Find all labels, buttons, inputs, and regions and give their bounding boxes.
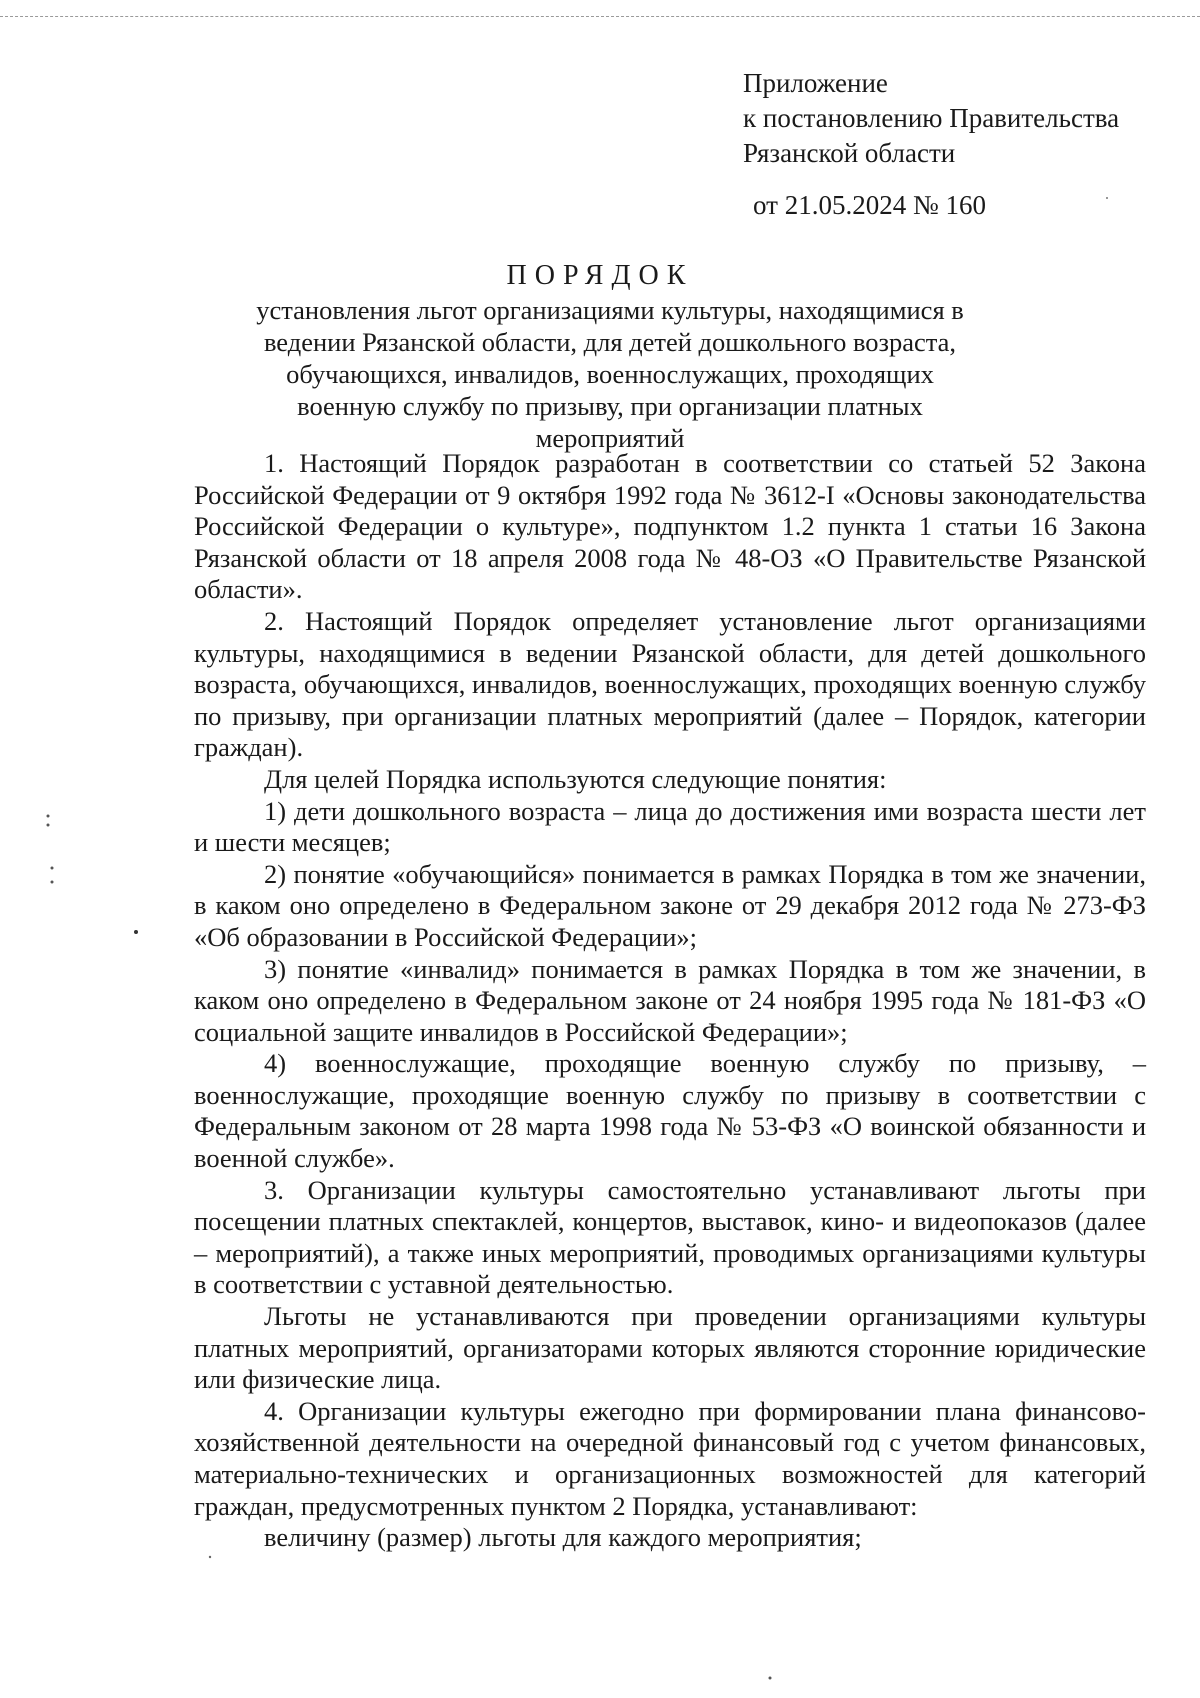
annex-line-1: Приложение	[743, 68, 888, 98]
document-subtitle: установления льгот организациями культуры, находящимися в ведении Рязанской области, для детей дошкольного возраста, обучающихся, инвалидов, военнослужащих, проходящих военную службу по призыву, при организации платных мероприятий	[256, 295, 964, 453]
annex-line-2: к постановлению Правительства	[743, 103, 1120, 133]
paragraph-4: 4. Организации культуры ежегодно при формировании плана финансово-хозяйственной деятельности на очередной финансовый год с учетом финансовых, материально-технических и организационных возможностей для категорий граждан, предусмотренных пунктом 2 Порядка, устанавливают:	[194, 1395, 1146, 1521]
definition-item-3: 3) понятие «инвалид» понимается в рамках Порядка в том же значении, в каком оно определено в Федеральном законе от 24 ноября 1995 года № 181-ФЗ «О социальной защите инвалидов в Российской Федерации»;	[194, 953, 1146, 1047]
document-title: ПОРЯДОК	[506, 260, 694, 291]
definition-item-2: 2) понятие «обучающийся» понимается в рамках Порядка в том же значении, в каком оно определено в Федеральном законе от 29 декабря 2012 года № 273-ФЗ «Об образовании в Российской Федерации»;	[194, 858, 1146, 952]
paragraph-1: 1. Настоящий Порядок разработан в соответствии со статьей 52 Закона Российской Федерации от 9 октября 1992 года № 3612-I «Основы законодательства Российской Федерации о культуре», подпунктом 1.2 пункта 1 статьи 16 Закона Рязанской области от 18 апреля 2008 года № 48-ОЗ «О Правительстве Рязанской области».	[194, 448, 1146, 605]
paragraph-3-note: Льготы не устанавливаются при проведении организациями культуры платных мероприятий, организаторами которых являются сторонние юридические или физические лица.	[194, 1301, 1146, 1395]
annex-date: от 21.05.2024 № 160	[753, 190, 986, 220]
paragraph-3: 3. Организации культуры самостоятельно устанавливают льготы при посещении платных спектаклей, концертов, выставок, кино- и видеопоказов (далее – мероприятий), а также иных мероприятий, проводимых организациями культуры в соответствии с уставной деятельностью.	[194, 1174, 1146, 1300]
definition-item-1: 1) дети дошкольного возраста – лица до достижения ими возраста шести лет и шести месяцев;	[194, 795, 1146, 858]
paragraph-4-item: величину (размер) льготы для каждого мероприятия;	[264, 1522, 862, 1553]
scan-edge-line	[0, 16, 1200, 17]
paragraph-definitions-intro: Для целей Порядка используются следующие понятия:	[264, 763, 887, 794]
document-body	[194, 448, 1146, 1554]
definition-item-4: 4) военнослужащие, проходящие военную службу по призыву, – военнослужащие, проходящие военную службу по призыву в соответствии с Федеральным законом от 28 марта 1998 года № 53-ФЗ «О воинской обязанности и военной службе».	[194, 1048, 1146, 1174]
annex-line-3: Рязанской области	[743, 138, 956, 168]
annex-block	[743, 66, 1119, 171]
paragraph-2: 2. Настоящий Порядок определяет установление льгот организациями культуры, находящимися в ведении Рязанской области, для детей дошкольного возраста, обучающихся, инвалидов, военнослужащих, проходящих военную службу по призыву, при организации платных мероприятий (далее – Порядок, категории граждан).	[194, 605, 1146, 763]
